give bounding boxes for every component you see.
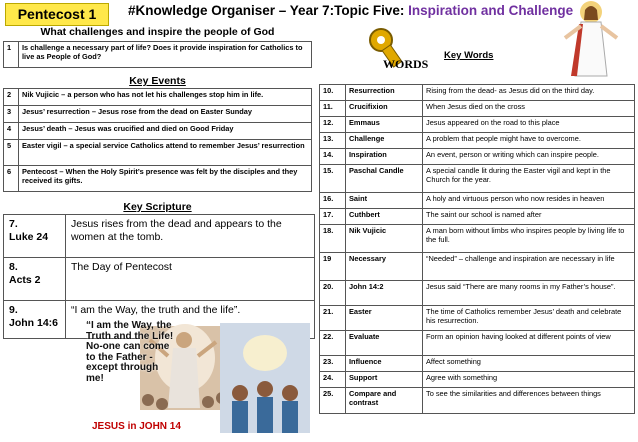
table-row (4, 106, 312, 123)
word-term: Support (346, 372, 423, 388)
big-question-table (3, 41, 312, 68)
scripture-text: The Day of Pentecost (66, 258, 315, 301)
word-term: Challenge (346, 133, 423, 149)
word-def: Jesus said “There are many rooms in my Father’s house”. (423, 281, 635, 306)
word-def: An event, person or writing which can inspire people. (423, 149, 635, 165)
table-row (4, 215, 315, 258)
table-row (320, 209, 635, 225)
word-num: 22. (320, 331, 346, 356)
table-row (320, 388, 635, 414)
table-row (4, 89, 312, 106)
word-term: Necessary (346, 253, 423, 281)
word-term: Cuthbert (346, 209, 423, 225)
word-def: A special candle lit during the Easter vigil and kept in the Church for the year. (423, 165, 635, 193)
table-row (320, 331, 635, 356)
word-def: Rising from the dead- as Jesus did on the third day. (423, 85, 635, 101)
word-num: 25. (320, 388, 346, 414)
title-prefix: #Knowledge Organiser – Year 7:Topic Five: (128, 3, 409, 18)
picture-quote: “I am the Way, the Truth and the Life! No-one can come to the Father - except through me! (86, 320, 174, 384)
word-term: Resurrection (346, 85, 423, 101)
scripture-book: Acts 2 (9, 274, 41, 286)
word-num: 16. (320, 193, 346, 209)
word-def: To see the similarities and differences between things (423, 388, 635, 414)
key-scripture-heading-text: Key Scripture (123, 201, 192, 213)
table-row (320, 101, 635, 117)
scripture-book: John 14:6 (9, 317, 59, 329)
title-highlight: Inspiration and Challenge (408, 3, 574, 18)
table-row (4, 123, 312, 140)
scripture-text: “I am the Way, the truth and the life”. (66, 301, 315, 339)
word-def: Form an opinion having looked at different points of view (423, 331, 635, 356)
word-num: 23. (320, 356, 346, 372)
word-num: 14. (320, 149, 346, 165)
word-def: A holy and virtuous person who now resides in heaven (423, 193, 635, 209)
word-num: 13. (320, 133, 346, 149)
scripture-book: Luke 24 (9, 231, 49, 243)
word-def: The time of Catholics remember Jesus’ death and celebrate his resurrection. (423, 306, 635, 331)
table-row (320, 165, 635, 193)
risen-jesus-icon (561, 0, 621, 78)
row-number: 5 (4, 140, 19, 166)
word-term: Evaluate (346, 331, 423, 356)
word-num: 20. (320, 281, 346, 306)
apostles-picture (220, 323, 310, 433)
word-num: 17. (320, 209, 346, 225)
row-number: 3 (4, 106, 19, 123)
word-def: A problem that people might have to overcome. (423, 133, 635, 149)
table-row (320, 193, 635, 209)
word-num: 24. (320, 372, 346, 388)
row-text: Jesus’ resurrection – Jesus rose from the dead on Easter Sunday (19, 106, 312, 123)
key-words-table (319, 84, 635, 414)
row-number: 6 (4, 166, 19, 192)
table-row (320, 306, 635, 331)
word-num: 21. (320, 306, 346, 331)
word-term: Emmaus (346, 117, 423, 133)
row-text: Jesus’ death – Jesus was crucified and died on Good Friday (19, 123, 312, 140)
key-words-heading: Key Words (444, 50, 494, 61)
row-number: 1 (4, 42, 19, 68)
table-row (320, 372, 635, 388)
table-row (320, 253, 635, 281)
row-text: Is challenge a necessary part of life? Does it provide inspiration for Catholics to live as People of God? (19, 42, 312, 68)
pentecost-badge: Pentecost 1 (5, 3, 109, 26)
row-text: Pentecost – When the Holy Spirit’s presence was felt by the disciples and they received its gifts. (19, 166, 312, 192)
row-text: Nik Vujicic – a person who has not let his challenges stop him in life. (19, 89, 312, 106)
jesus-john14-picture (80, 318, 232, 440)
key-events-heading (0, 75, 315, 87)
scripture-ref (4, 258, 66, 301)
page-title (128, 3, 573, 18)
table-row (320, 281, 635, 306)
word-term: Saint (346, 193, 423, 209)
scripture-num: 8. (9, 261, 18, 273)
table-row (320, 225, 635, 253)
table-row (320, 85, 635, 101)
scripture-num: 7. (9, 218, 18, 230)
table-row (4, 140, 312, 166)
key-events-table (3, 88, 312, 192)
apostles-icon (220, 323, 310, 433)
row-number: 2 (4, 89, 19, 106)
word-term: Paschal Candle (346, 165, 423, 193)
row-text: Easter vigil – a special service Catholics attend to remember Jesus’ resurrection (19, 140, 312, 166)
word-num: 18. (320, 225, 346, 253)
logo-text: WORDS (383, 57, 429, 71)
word-num: 11. (320, 101, 346, 117)
word-term: Inspiration (346, 149, 423, 165)
key-scripture-heading (0, 201, 315, 213)
word-term: John 14:2 (346, 281, 423, 306)
word-term: Compare and contrast (346, 388, 423, 414)
word-num: 15. (320, 165, 346, 193)
word-def: Affect something (423, 356, 635, 372)
word-term: Easter (346, 306, 423, 331)
word-term: Nik Vujicic (346, 225, 423, 253)
row-number: 4 (4, 123, 19, 140)
table-row (4, 166, 312, 192)
scripture-ref (4, 215, 66, 258)
picture-caption: JESUS in JOHN 14 (92, 421, 181, 432)
scripture-text: Jesus rises from the dead and appears to the women at the tomb. (66, 215, 315, 258)
word-term: Influence (346, 356, 423, 372)
question-row (4, 42, 312, 68)
word-term: Crucifixion (346, 101, 423, 117)
table-row (320, 356, 635, 372)
table-row (320, 149, 635, 165)
word-def: When Jesus died on the cross (423, 101, 635, 117)
scripture-ref (4, 301, 66, 339)
word-num: 10. (320, 85, 346, 101)
word-def: Agree with something (423, 372, 635, 388)
word-def: The saint our school is named after (423, 209, 635, 225)
word-num: 19 (320, 253, 346, 281)
table-row (320, 133, 635, 149)
page-subtitle: What challenges and inspire the people of God (40, 26, 275, 38)
table-row (320, 117, 635, 133)
word-num: 12. (320, 117, 346, 133)
key-events-heading-text: Key Events (129, 75, 186, 87)
word-def: A man born without limbs who inspires people by living life to the full. (423, 225, 635, 253)
scripture-num: 9. (9, 304, 18, 316)
word-def: “Needed” – challenge and inspiration are necessary in life (423, 253, 635, 281)
table-row (4, 258, 315, 301)
risen-jesus-picture (561, 0, 621, 78)
word-def: Jesus appeared on the road to this place (423, 117, 635, 133)
key-words-logo (365, 26, 437, 76)
